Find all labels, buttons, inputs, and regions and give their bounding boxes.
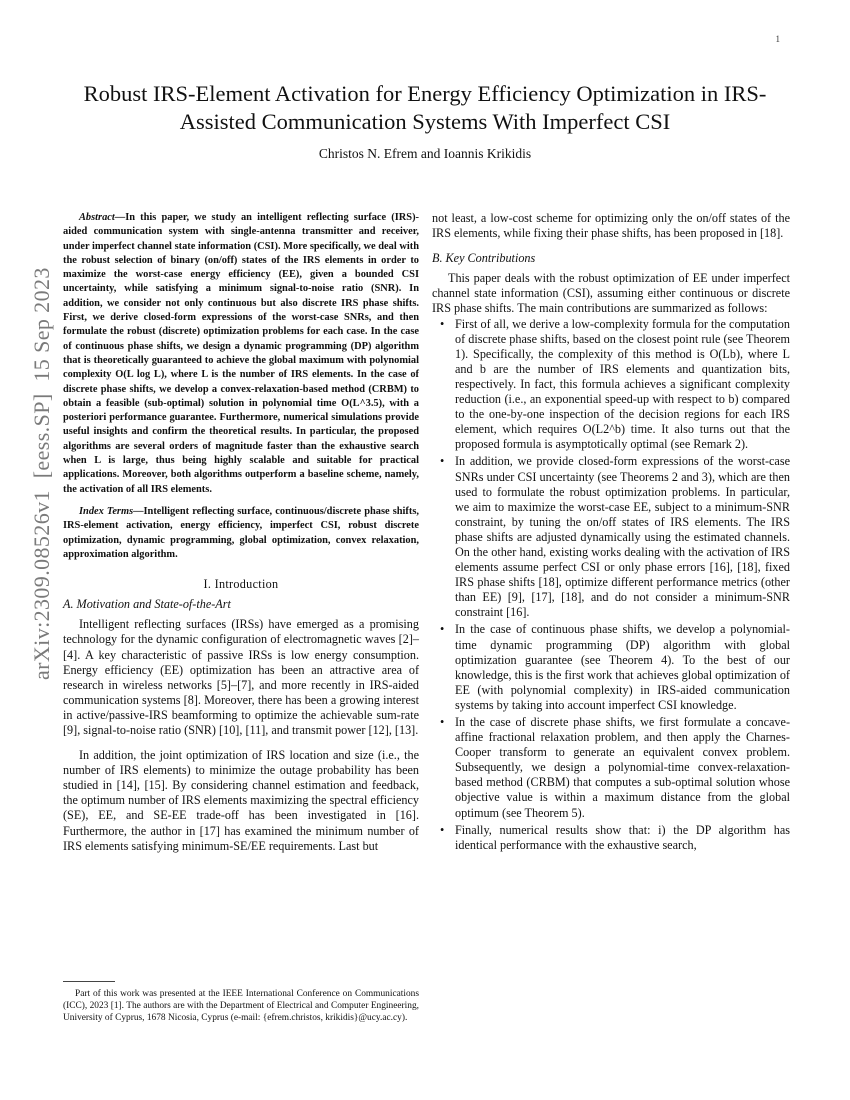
bullet-icon: • bbox=[440, 715, 445, 729]
contribution-text: In the case of continuous phase shifts, we develop a polynomial-time dynamic programming (DP) algorithm with global optimization guarantee (see Theorem 4). To the best of our knowledge, this is the first work that achieves global optimization of EE (with polynomial complexity) in IRS-aided communication systems by taking into account imperfect CSI knowledge. bbox=[455, 622, 790, 712]
abstract-label: Abstract bbox=[79, 212, 115, 223]
intro-paragraph-2-continued: not least, a low-cost scheme for optimizing only the on/off states of the IRS elements, while fixing their phase shifts, has been proposed in [18]. bbox=[432, 211, 790, 241]
list-item bbox=[432, 454, 790, 620]
intro-paragraph-2: In addition, the joint optimization of IRS location and size (i.e., the number of IRS elements) to minimize the outage probability has been studied in [14], [15]. By considering channel estimation and feedback, the optimum number of IRS elements maximizing the spectral efficiency (SE), EE, and SE-EE trade-off has been investigated in [16]. Furthermore, the author in [17] has examined the minimum number of IRS elements satisfying minimum-SE/EE requirements. Last but bbox=[63, 748, 419, 853]
authors: Christos N. Efrem and Ioannis Krikidis bbox=[318, 146, 532, 161]
right-column bbox=[432, 211, 790, 855]
footnote: Part of this work was presented at the IEEE International Conference on Communications (ICC), 2023 [1]. The authors are with the Department of Electrical and Computer Engineering, University of Cyprus, 1678 Nicosia, Cyprus (e-mail: {efrem.christos, krikidis}@ucy.ac.cy). bbox=[63, 989, 419, 1023]
list-item bbox=[432, 823, 790, 853]
contributions-list bbox=[432, 317, 790, 853]
bullet-icon: • bbox=[440, 822, 445, 837]
list-item bbox=[432, 715, 790, 821]
contribution-text: Finally, numerical results show that: i) the DP algorithm has identical performance with the exhaustive search, bbox=[455, 822, 790, 852]
bullet-icon: • bbox=[440, 316, 445, 331]
section-heading: I. Introduction bbox=[203, 577, 279, 592]
page-number: 1 bbox=[775, 34, 780, 44]
contributions-intro: This paper deals with the robust optimization of EE under imperfect channel state information (CSI), assuming either continuous or discrete IRS phase shifts. The main contributions are summarized as follows: bbox=[432, 271, 790, 316]
subsection-b-heading: B. Key Contributions bbox=[432, 251, 536, 266]
index-terms-text: —Intelligent reflecting surface, continuous/discrete phase shifts, IRS-element activation, energy efficiency, imperfect CSI, robust discrete optimization, dynamic programming, global optimization, convex relaxation, approximation algorithm. bbox=[63, 505, 419, 560]
abstract-text: —In this paper, we study an intelligent reflecting surface (IRS)-aided communication system with single-antenna transmitter and receiver, under imperfect channel state information (CSI). More specifically, we deal with the robust selection of binary (on/off) states of the IRS elements in order to maximize the worst-case energy efficiency (EE), given a bounded CSI uncertainty, while satisfying a minimum signal-to-noise ratio (SNR). In addition, we consider not only continuous but also discrete IRS phase shifts. First, we derive closed-form expressions of the worst-case SNRs, and then formulate the robust (discrete) optimization problems for each case. In the case of continuous phase shifts, we design a dynamic programming (DP) algorithm that is theoretically guaranteed to achieve the global maximum with polynomial complexity O(L log L), where L is the number of IRS elements. In the case of discrete phase shifts, we develop a convex-relaxation-based method (CRBM) to obtain a feasible (sub-optimal) solution in polynomial time O(L^3.5), with a posteriori performance guarantee. Furthermore, numerical simulations provide useful insights and confirm the theoretical results. In particular, the proposed algorithms are several orders of magnitude faster than the exhaustive search when L is large, thus being highly scalable and suitable for practical applications. Moreover, both algorithms outperform a baseline scheme, namely, the activation of all IRS elements. bbox=[63, 212, 419, 495]
contribution-text: In addition, we provide closed-form expressions of the worst-case SNRs under CSI uncertainty (see Theorems 2 and 3), which are then used to formulate the robust optimization problems. In particular, we aim to maximize the worst-case EE, subject to a minimum-SNR constraint, by tuning the on/off states of IRS elements. The IRS phase shifts are adjusted dynamically using the estimated channels. On the other hand, existing works dealing with the activation of IRS elements assume perfect CSI or only phase errors [16], [18], fixed IRS phase shifts [18], optimize different performance metrics (other than EE) [9], [17], [18], and do not consider a minimum-SNR constraint [16]. bbox=[455, 454, 790, 620]
arxiv-watermark bbox=[2, 262, 72, 682]
footnote-rule bbox=[63, 981, 115, 982]
bullet-icon: • bbox=[440, 454, 445, 469]
left-column bbox=[63, 211, 419, 854]
bullet-icon: • bbox=[440, 622, 445, 637]
intro-paragraph-1: Intelligent reflecting surfaces (IRSs) have emerged as a promising technology for the dynamic configuration of electromagnetic waves [2]–[4]. A key characteristic of passive IRSs is low energy consumption. Energy efficiency (EE) optimization has been an attractive area of research in wireless networks [5]–[7], and more recently in IRS-aided communication systems [8]. Moreover, there has been a growing interest in active/passive-IRS beamforming to optimize the achievable sum-rate [9], signal-to-noise ratio (SNR) [10], [11], and transmit power [12], [13]. bbox=[63, 617, 419, 737]
abstract bbox=[63, 211, 419, 497]
subsection-a-heading: A. Motivation and State-of-the-Art bbox=[63, 597, 231, 612]
contribution-text: First of all, we derive a low-complexity formula for the computation of discrete phase shifts, based on the closest point rule (see Theorem 1). Specifically, the complexity of this method is O(Lb), where L and b are the number of IRS elements and quantization bits, respectively. In fact, this formula achieves a significant complexity reduction (i.e., an exponential speed-up with respect to b) compared to the one-by-one inspection of the decision regions for each IRS element, which requires O(L2^b) time. It also turns out that the proposed formula is asymptotically optimal (see Remark 2). bbox=[455, 316, 790, 452]
paper-title: Robust IRS-Element Activation for Energy Efficiency Optimization in IRS-Assisted Communication Systems With Imperfect CSI bbox=[83, 81, 767, 134]
contribution-text: In the case of discrete phase shifts, we first formulate a concave-affine fractional relaxation problem, and then apply the Charnes-Cooper transform to generate an equivalent convex problem. Subsequently, we design a polynomial-time convex-relaxation-based method (CRBM) that computes a sub-optimal solution whose objective value is within a maximum distance from the global optimum (see Theorem 5). bbox=[455, 715, 790, 820]
arxiv-id: arXiv:2309.08526v1 [eess.SP] 15 Sep 2023 bbox=[29, 267, 54, 680]
list-item bbox=[432, 622, 790, 713]
index-terms bbox=[63, 505, 419, 562]
list-item bbox=[432, 317, 790, 453]
index-terms-label: Index Terms bbox=[79, 505, 134, 517]
